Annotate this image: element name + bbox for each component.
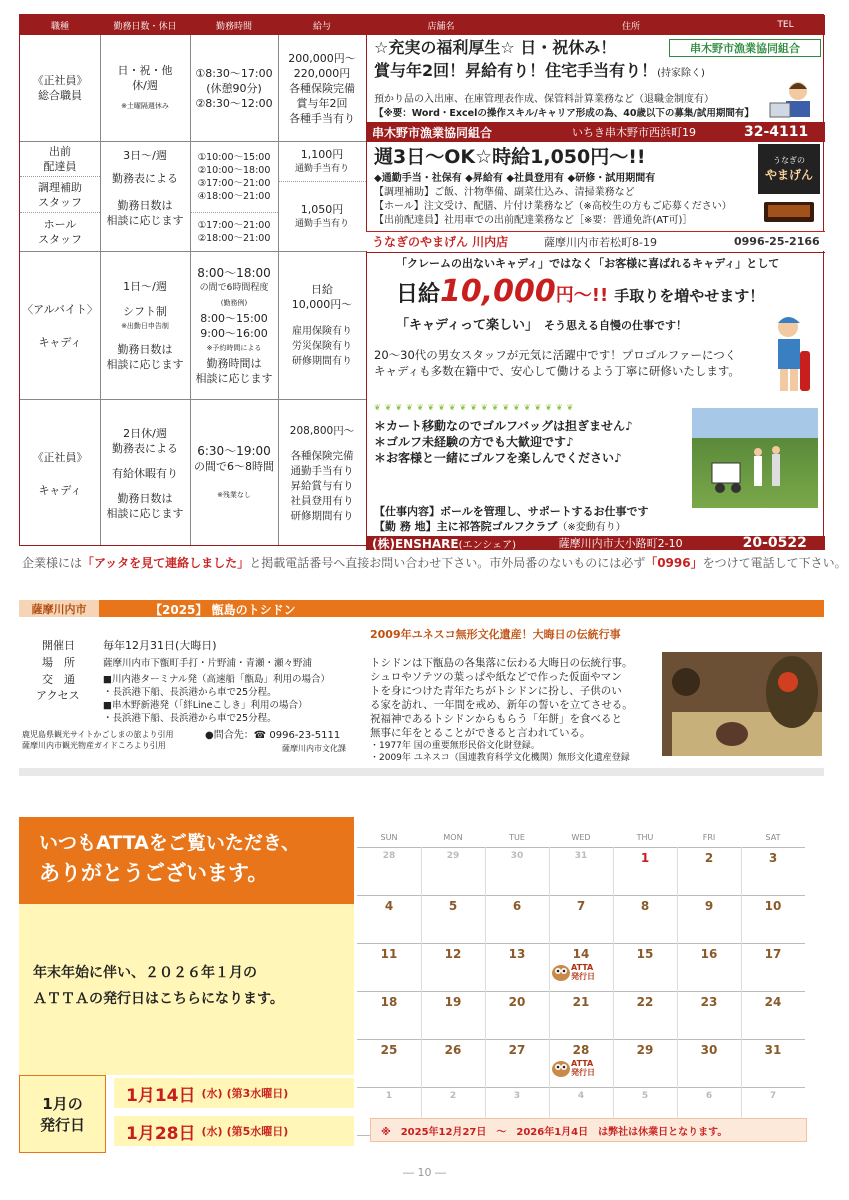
calendar-day: 10 bbox=[764, 899, 782, 913]
calendar-day: 6 bbox=[705, 1091, 713, 1101]
calendar-day: 3 bbox=[768, 851, 778, 865]
job1-salary-cell: 200,000円～ 220,000円 各種保険完備 賞与年2回 各種手当有り bbox=[288, 51, 356, 125]
calendar-day: 21 bbox=[572, 995, 590, 1009]
job3-days-cell: 1日～/週 シフト制 ※出勤日申告制 勤務日数は 相談に応じます bbox=[106, 280, 184, 371]
dow-thu: THU bbox=[636, 833, 654, 842]
calendar-day: 3 bbox=[513, 1091, 521, 1101]
job1-tel: 32-4111 bbox=[744, 124, 809, 140]
event-access-1: ■川内港ターミナル発（高速船「甑島」利用の場合） bbox=[103, 674, 331, 685]
atta-dates-box bbox=[19, 1075, 354, 1153]
job2-role-delivery: 出前 配達員 bbox=[43, 145, 77, 173]
event-source-2: 薩摩川内市観光物産ガイドころより引用 bbox=[22, 741, 166, 750]
calendar-day: 1 bbox=[640, 851, 650, 865]
event-city-tag: 薩摩川内市 bbox=[19, 600, 99, 617]
atta-notice-2: ＡＴＴＡの発行日はこちらになります。 bbox=[33, 991, 284, 1007]
header-address: 住所 bbox=[516, 15, 746, 35]
dow-sun: SUN bbox=[380, 833, 398, 842]
holiday-notice: ※ 2025年12月27日 ～ 2026年1月4日 は弊社は休業日となります。 bbox=[370, 1118, 807, 1142]
calendar-day: 12 bbox=[444, 947, 462, 961]
job4-contact-bar: (株)ENSHARE (エンシェア) 薩摩川内市大小路町2-10 20-0522 bbox=[366, 536, 825, 550]
job4-days-cell: 2日休/週 勤務表による 有給休暇有り 勤務日数は 相談に応じます bbox=[106, 427, 184, 520]
atta-notice-1: 年末年始に伴い、２０２６年１月の bbox=[33, 965, 257, 981]
job2-salary-2: 1,050円 通勤手当有り bbox=[294, 202, 349, 229]
calendar-day: 15 bbox=[636, 947, 654, 961]
job4-type-cell: 《正社員》 キャディ bbox=[32, 450, 88, 497]
job1-type-cell: 《正社員》 総合職員 bbox=[32, 74, 88, 102]
calendar-day: 16 bbox=[700, 947, 718, 961]
calendar-day: 31 bbox=[574, 851, 588, 861]
calendar-day: 4 bbox=[577, 1091, 585, 1101]
calendar-day: 17 bbox=[764, 947, 782, 961]
dow-wed: WED bbox=[571, 833, 591, 842]
office-worker-illustration bbox=[768, 79, 818, 121]
job4-salary-cell: 208,800円～ 各種保険完備 通勤手当有り 昇給賞与有り 社員登用有り 研修期間有り bbox=[289, 424, 355, 522]
event-access-2: ・長浜港下船、長浜港から車で25分程。 bbox=[103, 687, 277, 698]
event-contact: ●問合先：☎ 0996-23-5111 bbox=[205, 730, 341, 741]
atta-label: ATTA bbox=[571, 1059, 594, 1068]
job3-salary-cell: 日給 10,000円～ 雇用保険有り 労災保険有り 研修期間有り bbox=[291, 283, 353, 367]
job4-bullet-1: ＊カート移動なのでゴルフバッグは担ぎません♪ bbox=[374, 419, 633, 433]
job2-salary-1: 1,100円 通勤手当有り bbox=[294, 147, 349, 174]
job2-role-cook: 調理補助 スタッフ bbox=[38, 180, 82, 209]
event-title-bar bbox=[19, 600, 824, 617]
job2-hours-cell-2: ①17:00～21:00 ②18:00～21:00 bbox=[197, 220, 271, 244]
event-label-place: 場 所 bbox=[42, 656, 75, 669]
leaf-divider: ❦❦❦❦❦❦❦❦❦❦❦❦❦❦❦❦❦❦❦ bbox=[374, 403, 578, 412]
job2-headline: 週3日～OK☆時給1,050円～!! bbox=[374, 146, 646, 168]
enshare-ad bbox=[366, 252, 825, 551]
event-contact-dept: 薩摩川内市文化課 bbox=[282, 744, 346, 753]
calendar-day: 2 bbox=[449, 1091, 457, 1101]
job1-days-cell: 日・祝・他 休/週 ※土曜隔週休み bbox=[117, 63, 173, 110]
job3-description-1: 20～30代の男女スタッフが元気に活躍中です！プロゴルファーにつく bbox=[374, 348, 737, 362]
job3-headline-1: 「クレームの出ないキャディ」ではなく「お客様に喜ばれるキャディ」として bbox=[396, 257, 780, 270]
calendar-day: 30 bbox=[510, 851, 524, 861]
calendar-day: 6 bbox=[512, 899, 522, 913]
calendar-day: 1 bbox=[385, 1091, 393, 1101]
job2-cook-desc: 【調理補助】ご飯、汁物準備、副菜仕込み、清掃業務など bbox=[374, 187, 635, 198]
calendar-day: 20 bbox=[508, 995, 526, 1009]
atta-dates-label: 1月の 発行日 bbox=[19, 1075, 106, 1153]
atta-owl-icon bbox=[551, 963, 595, 981]
january-calendar bbox=[357, 825, 827, 1115]
calendar-day: 13 bbox=[508, 947, 526, 961]
job3-hours-cell: 8:00～18:00 の間で6時間程度 (勤務例) 8:00～15:00 9:00～16:00 ※予約時間による 勤務時間は 相談に応じます bbox=[195, 265, 273, 385]
calendar-day: 5 bbox=[448, 899, 458, 913]
job4-hours-cell: 6:30～19:00 の間で6～8時間 ※残業なし bbox=[194, 444, 274, 499]
event-label-access: 交 通 bbox=[42, 673, 75, 686]
event-text-1: トシドンは下甑島の各集落に伝わる大晦日の伝統行事。 bbox=[370, 657, 633, 669]
calendar-day: 8 bbox=[640, 899, 650, 913]
atta-date-1: 1月14日 (水) (第3水曜日) bbox=[114, 1078, 354, 1108]
golf-course-photo bbox=[692, 408, 818, 508]
job2-hours-cell: ①10:00～15:00 ②10:00～18:00 ③17:00～21:00 ④18:00～21:00 bbox=[197, 152, 271, 202]
event-label-access-2: アクセス bbox=[36, 689, 80, 702]
atta-issue-label: 発行日 bbox=[571, 972, 595, 981]
job4-work-content: 【仕事内容】ボールを管理し、サポートするお仕事です bbox=[374, 505, 649, 518]
calendar-day: 5 bbox=[641, 1091, 649, 1101]
event-title: 【2025】 甑島のトシドン bbox=[150, 603, 296, 617]
event-source-1: 鹿児島県観光サイトかごしまの旅より引用 bbox=[22, 730, 174, 739]
job4-tel: 20-0522 bbox=[742, 535, 807, 551]
calendar-day: 29 bbox=[636, 1043, 654, 1057]
job1-ad bbox=[366, 35, 825, 141]
job2-contact-bar: うなぎのやまげん 川内店 薩摩川内市若松町8-19 0996-25-2166 bbox=[366, 231, 825, 251]
event-place: 薩摩川内市下甑町手打・片野浦・青瀬・瀬々野浦 bbox=[103, 658, 313, 669]
calendar-day: 11 bbox=[380, 947, 398, 961]
calendar-day: 24 bbox=[764, 995, 782, 1009]
calendar-day: 27 bbox=[508, 1043, 526, 1057]
event-text-4: る家を訪れ、一年間を戒め、新年の誓いを立てさせる。 bbox=[370, 699, 633, 711]
atta-thanks-header bbox=[19, 817, 354, 904]
atta-issue-label: 発行日 bbox=[571, 1068, 595, 1077]
caddie-illustration bbox=[766, 311, 816, 395]
job1-hours-cell: ①8:30～17:00 (休憩90分) ②8:30～12:00 bbox=[195, 66, 273, 110]
calendar-day: 23 bbox=[700, 995, 718, 1009]
atta-date-2: 1月28日 (水) (第5水曜日) bbox=[114, 1116, 354, 1146]
calendar-day: 14 bbox=[572, 947, 590, 961]
header-hours: 勤務時間 bbox=[190, 15, 278, 35]
event-access-4: ・長浜港下船、長浜港から車で25分程。 bbox=[103, 713, 277, 724]
calendar-day: 28 bbox=[382, 851, 396, 861]
calendar-day: 30 bbox=[700, 1043, 718, 1057]
calendar-day: 4 bbox=[384, 899, 394, 913]
job3-headline-3: 「キャディって楽しい」 そう思える自慢の仕事です！ bbox=[396, 318, 687, 333]
job3-type-cell: 〈アルバイト〉 キャディ bbox=[22, 302, 98, 349]
calendar-day: 26 bbox=[444, 1043, 462, 1057]
job1-requirements: 【※要：Word・Excelの操作スキル/キャリア形成の為、40歳以下の募集/試用期間有】 bbox=[374, 108, 754, 119]
job2-perks: ◆通勤手当・社保有 ◆昇給有 ◆社員登用有 ◆研修・試用期間有 bbox=[374, 173, 656, 184]
job4-work-location: 【勤 務 地】主に祁答院ゴルフクラブ（※変動有り） bbox=[374, 520, 626, 533]
dow-tue: TUE bbox=[509, 833, 525, 842]
job1-headline-1: ☆充実の福利厚生☆ 日・祝休み！ bbox=[374, 38, 617, 57]
job2-hall-desc: 【ホール】注文受け、配膳、片付け業務など（※高校生の方もご応募ください） bbox=[374, 201, 732, 212]
calendar-day: 25 bbox=[380, 1043, 398, 1057]
unagi-box-illustration bbox=[758, 196, 820, 226]
job3-description-2: キャディも多数在籍中で、安心して働けるよう丁寧に研修いたします。 bbox=[374, 364, 740, 378]
calendar-day: 9 bbox=[704, 899, 714, 913]
event-text-2: シュロやソテツの葉っぱや紙などで作った仮面やマン bbox=[370, 671, 622, 683]
event-date: 毎年12月31日(大晦日) bbox=[103, 639, 217, 652]
job4-bullet-2: ＊ゴルフ未経験の方でも大歓迎です♪ bbox=[374, 435, 574, 449]
dow-sat: SAT bbox=[765, 833, 781, 842]
event-bottom-band bbox=[19, 768, 824, 776]
atta-notice-body bbox=[19, 904, 354, 1075]
job2-delivery-desc: 【出前配達員】社用車での出前配達業務など［※要：普通免許(AT可)］ bbox=[374, 215, 693, 226]
calendar-day: 31 bbox=[764, 1043, 782, 1057]
event-text-5: 祝福神であるトシドンからもらう「年餅」を食べると bbox=[370, 713, 622, 725]
job1-headline-2: 賞与年2回！昇給有り！住宅手当有り！(持家除く) bbox=[374, 61, 705, 80]
event-label-date: 開催日 bbox=[42, 639, 75, 652]
job4-bullet-3: ＊お客様と一緒にゴルフを楽しんでください♪ bbox=[374, 451, 622, 465]
job1-description: 預かり品の入出庫、在庫管理表作成、保管料計算業務など（退職金制度有） bbox=[374, 94, 714, 105]
job2-role-hall: ホール スタッフ bbox=[38, 218, 82, 246]
job2-ad bbox=[366, 142, 825, 251]
event-note-2: ・2009年 ユネスコ（国連教育科学文化機関）無形文化遺産登録 bbox=[370, 753, 630, 763]
event-note-1: ・1977年 国の重要無形民俗文化財登録。 bbox=[370, 741, 540, 751]
event-access-3: ■串木野新港発（「絆Lineこしき」利用の場合） bbox=[103, 700, 308, 711]
job-listings-table bbox=[19, 14, 824, 551]
page-number: ― 10 ― bbox=[403, 1166, 446, 1179]
job2-days-cell: 3日～/週 勤務表による 勤務日数は 相談に応じます bbox=[106, 149, 184, 227]
job1-contact-bar: 串木野市漁業協同組合 いちき串木野市西浜町19 32-4111 bbox=[366, 122, 825, 142]
calendar-day: 29 bbox=[446, 851, 460, 861]
header-tel: TEL bbox=[746, 15, 825, 35]
header-store: 店舗名 bbox=[366, 15, 516, 35]
job3-headline-2: 日給10,000円～!! 手取りを増やせます！ bbox=[396, 274, 765, 309]
yamagen-logo: うなぎの やまげん bbox=[758, 144, 820, 194]
event-text-6: 無事に年をとることができると言われている。 bbox=[370, 727, 591, 739]
calendar-day: 2 bbox=[704, 851, 714, 865]
dow-mon: MON bbox=[443, 833, 463, 842]
atta-thanks-1: いつもATTAをご覧いただき、 bbox=[39, 832, 301, 854]
calendar-day: 7 bbox=[576, 899, 586, 913]
atta-label: ATTA bbox=[571, 963, 594, 972]
job2-tel: 0996-25-2166 bbox=[734, 235, 820, 248]
calendar-day: 28 bbox=[572, 1043, 590, 1057]
atta-owl-icon bbox=[551, 1059, 595, 1077]
event-heading: 2009年ユネスコ無形文化遺産！大晦日の伝統行事 bbox=[370, 628, 621, 641]
event-text-3: トを身につけた青年たちがトシドンに扮し、子供のい bbox=[370, 685, 622, 697]
contact-notice: 企業様には「アッタを見て連絡しました」と掲載電話番号へ直接お問い合わせ下さい。市外局番のないものには必ず「0996」をつけて電話して下さい。 bbox=[22, 556, 847, 570]
header-salary: 給与 bbox=[278, 15, 366, 35]
header-days: 勤務日数・休日 bbox=[100, 15, 190, 35]
toshidon-photo bbox=[662, 652, 822, 756]
calendar-day: 18 bbox=[380, 995, 398, 1009]
calendar-day: 19 bbox=[444, 995, 462, 1009]
dow-fri: FRI bbox=[702, 833, 716, 842]
job1-company-tag: 串木野市漁業協同組合 bbox=[669, 39, 821, 57]
atta-thanks-2: ありがとうございます。 bbox=[39, 861, 269, 885]
header-job-type: 職種 bbox=[20, 15, 100, 35]
calendar-day: 7 bbox=[769, 1091, 777, 1101]
calendar-day: 22 bbox=[636, 995, 654, 1009]
